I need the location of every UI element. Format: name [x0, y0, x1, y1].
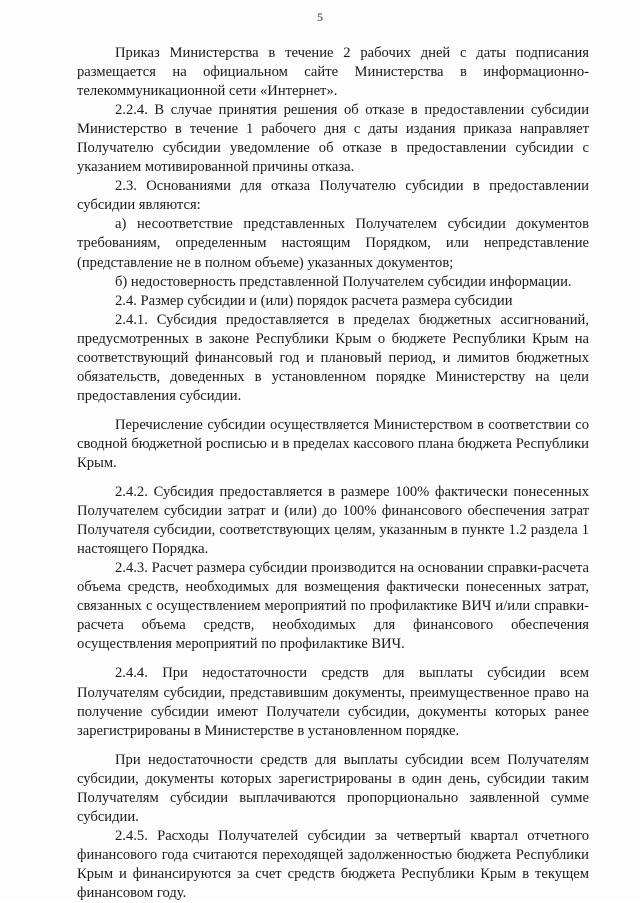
paragraph-insufficient-funds: При недостаточности средств для выплаты субсидии всем Получателям субсидии, документы которых зарегистрированы в один день, субсидии таким Получателям субсидии выплачиваются пропорционально заявленной сумме субсидии.	[77, 751, 589, 825]
paragraph-2-3: 2.3. Основаниями для отказа Получателю субсидии в предоставлении субсидии являются:	[77, 178, 589, 214]
paragraph-2-4-1: 2.4.1. Субсидия предоставляется в пределах бюджетных ассигнований, предусмотренных в законе Республики Крым о бюджете Республики Крым на соответствующий финансовый год и плановый период, и лимитов бюджетных обязательств, доведенных в установленном порядке Министерству на цели предоставления субсидии.	[77, 311, 589, 404]
paragraph-2-4-3: 2.4.3. Расчет размера субсидии производится на основании справки-расчета объема средств, необходимых для возмещения фактически понесенных затрат, связанных с осуществлением мероприятий по профилактике ВИЧ и/или справки-расчета объема средств, необходимых для финансового обеспечения осуществления мероприятий по профилактике ВИЧ.	[77, 560, 589, 653]
paragraph-order-publication: Приказ Министерства в течение 2 рабочих дней с даты подписания размещается на официальном сайте Министерства в информационно-телекоммуникационной сети «Интернет».	[77, 45, 589, 100]
paragraph-2-4-4: 2.4.4. При недостаточности средств для выплаты субсидии всем Получателям субсидии, представившим документы, преимущественное право на получение субсидии имеют Получатели субсидии, документы которых ранее зарегистрированы в Министерстве в установленном порядке.	[77, 665, 589, 739]
page-number: 5	[317, 10, 323, 24]
document-body	[77, 44, 589, 903]
paragraph-2-4-5: 2.4.5. Расходы Получателей субсидии за четвертый квартал отчетного финансового года считаются переходящей задолженностью бюджета Республики Крым и финансируются за счет средств бюджета Республики Крым в текущем финансовом году.	[77, 827, 589, 901]
paragraph-2-4-heading: 2.4. Размер субсидии и (или) порядок расчета размера субсидии	[115, 292, 513, 309]
paragraph-2-2-4: 2.2.4. В случае принятия решения об отказе в предоставлении субсидии Министерство в течение 1 рабочего дня с даты издания приказа направляет Получателю субсидии уведомление об отказе в предоставлении субсидии с указанием мотивированной причины отказа.	[77, 102, 589, 176]
paragraph-2-3-b: б) недостоверность представленной Получателем субсидии информации.	[115, 273, 572, 290]
paragraph-transfer: Перечисление субсидии осуществляется Министерством в соответствии со сводной бюджетной росписью и в пределах кассового плана бюджета Республики Крым.	[77, 416, 589, 471]
paragraph-2-4-2: 2.4.2. Субсидия предоставляется в размере 100% фактически понесенных Получателем субсидии затрат и (или) до 100% финансового обеспечения затрат Получателя субсидии, соответствующих целям, указанным в пункте 1.2 раздела 1 настоящего Порядка.	[77, 484, 589, 558]
paragraph-2-3-a: а) несоответствие представленных Получателем субсидии документов требованиям, определенным настоящим Порядком, или непредставление (представление не в полном объеме) указанных документов;	[77, 216, 589, 271]
